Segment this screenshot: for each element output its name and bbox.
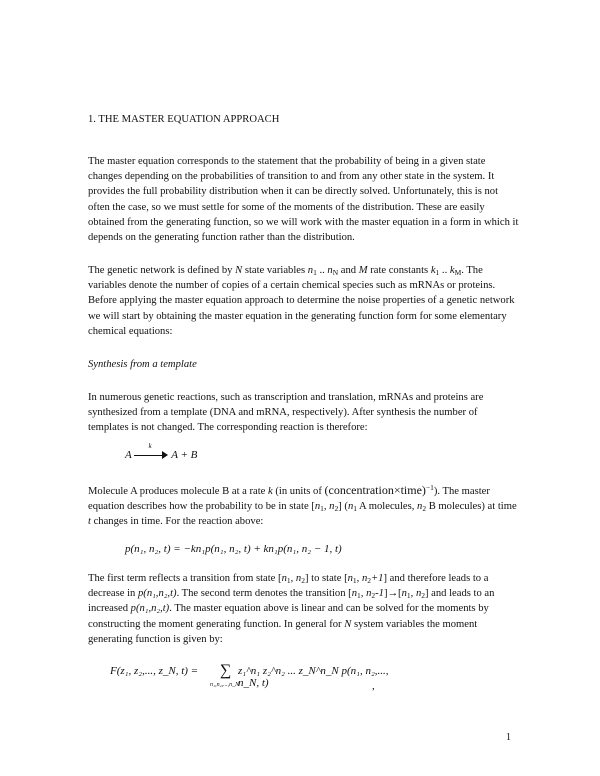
reaction-equation: A k A + B [125, 442, 198, 461]
paragraph-synthesis: In numerous genetic reactions, such as transcription and translation, mRNAs and proteins are synthesized from a template (DNA and mRNA, respectively). After synthesis the number of templates is not changed. The corresponding reaction is therefore: [88, 392, 484, 434]
paragraph-master-equation-intro: Molecule A produces molecule B at a rate k (in units of (concentration×time)$^{-1}$). The master equation describes how the probability to be in state [$n_1$, $n_2$] ($n_1$ A molecules, $n_2$ B molecules) at time t changes in time. For the reaction above: [88, 483, 517, 528]
sum-symbol: ∑ [220, 662, 232, 679]
page-number: 1 [506, 732, 511, 743]
subsection-heading: Synthesis from a template [88, 359, 197, 370]
paragraph-network-definition: The genetic network is defined by N state variables $n_1$ .. $n_N$ and M rate constants $k_1$ .. $k_M$. The variables denote the number of copies of a certain chemical species such as mRNAs or proteins. Before applying the master equation approach to determine the noise properties of a genetic network we will start by obtaining the master equation in the generating function form for some elementary chemical equations: [88, 265, 515, 337]
generating-function-equation [110, 662, 410, 702]
paragraph-transitions: The first term reflects a transition from state [$n_1$, $n_2$] to state [$n_1$, $n_2+1$] and therefore leads to a decrease in p(n₁,n₂,t). The second term denotes the transition [$n_1$, $n_2-1]\to[n_1$, $n_2$] and leads to an increased p(n₁,n₂,t). The master equation above is linear and can be solved for the moments by constructing the moment generating function. In general for N system variables the moment generating function is given by: [88, 573, 495, 645]
section-heading: 1. THE MASTER EQUATION APPROACH [88, 114, 280, 125]
sum-index: n₁,n₂,...,n_N [210, 682, 240, 688]
paragraph-intro: The master equation corresponds to the statement that the probability of being in a given state changes depending on the probabilities of transition to and from any other state in the system. It provides the full probability distribution when it can be directly solved. Unfortunately, this is not often the case, so we must settle for some of the moments of the distribution. These are easily obtained from the generating function, so we will work with the master equation in a form in which it depends on the generating function rather than the distribution. [88, 156, 519, 244]
generating-function-rhs: z₁^n₁ z₂^n₂ ... z_N^n_N p(n₁, n₂,..., n_N, t) [238, 665, 389, 689]
equation-comma: , [372, 680, 375, 692]
master-equation: p(n₁, n₂, t) = −kn₁p(n₁, n₂, t) + kn₁p(n₁, n₂ − 1, t) [125, 543, 342, 555]
generating-function-lhs: F(z₁, z₂,..., z_N, t) = [110, 665, 199, 677]
reaction-arrow: k [134, 450, 168, 460]
